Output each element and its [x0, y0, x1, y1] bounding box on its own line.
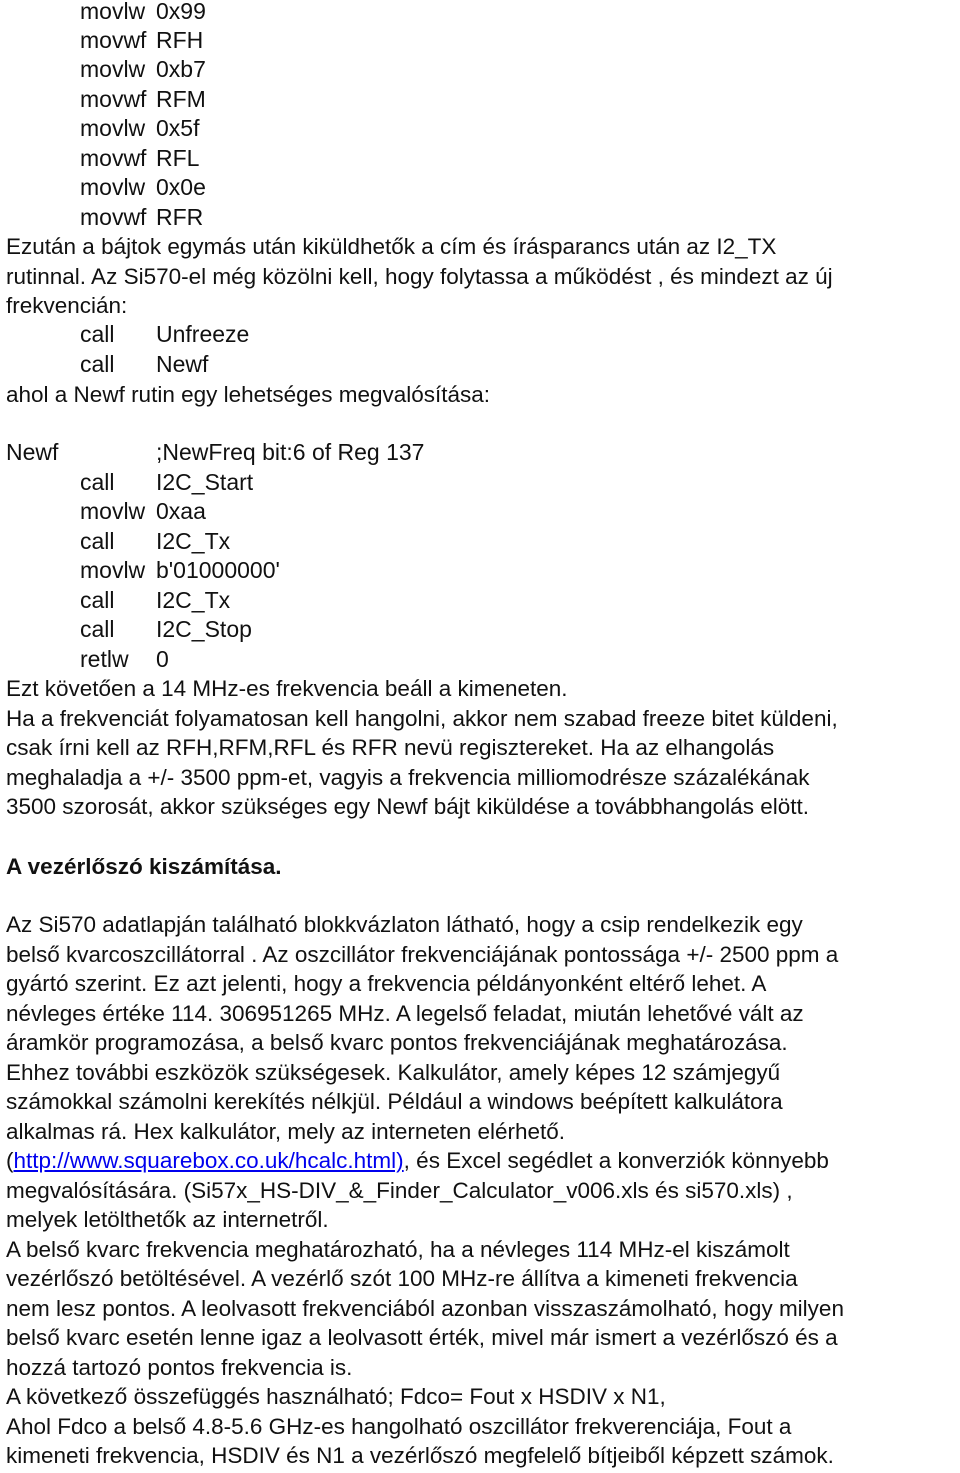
code-op: call: [80, 469, 115, 495]
code-op: call: [80, 321, 115, 347]
text-line: 3500 szorosát, akkor szükséges egy Newf bájt kiküldése a továbbhangolás elött.: [6, 794, 809, 819]
text-line: névleges értéke 114. 306951265 MHz. A legelső feladat, miután lehetővé vált az: [6, 1001, 804, 1026]
code-op: movlw: [80, 498, 146, 524]
text-line: melyek letölthetők az internetről.: [6, 1207, 329, 1232]
code-arg: Unfreeze: [156, 321, 250, 347]
code-op: movlw: [80, 174, 146, 200]
code-op: call: [80, 616, 115, 642]
code-arg: 0xb7: [156, 56, 206, 82]
link-prefix: (: [6, 1148, 14, 1173]
text-line: ahol a Newf rutin egy lehetséges megvalósítása:: [6, 382, 491, 407]
text-line: meghaladja a +/- 3500 ppm-et, vagyis a frekvencia milliomodrésze százalékának: [6, 765, 810, 790]
text-line: A belső kvarc frekvencia meghatározható, ha a névleges 114 MHz-el kiszámolt: [6, 1237, 790, 1262]
text-line: alkalmas rá. Hex kalkulátor, mely az interneten elérhető.: [6, 1119, 566, 1144]
code-op: movwf: [80, 204, 147, 230]
code-arg: RFR: [156, 204, 204, 230]
text-line: belső kvarc esetén lenne igaz a leolvasott érték, mivel már ismert a vezérlőszó és a: [6, 1325, 838, 1350]
code-op: movlw: [80, 115, 146, 141]
code-arg: I2C_Tx: [156, 587, 231, 613]
text-line: Ehhez további eszközök szükségesek. Kalkulátor, amely képes 12 számjegyű: [6, 1060, 781, 1085]
code-comment: ;NewFreq bit:6 of Reg 137: [156, 439, 425, 465]
code-arg: Newf: [156, 351, 209, 377]
text-line: számokkal számolni kerekítés nélkjül. Például a windows beépített kalkulátora: [6, 1089, 783, 1114]
text-line: nem lesz pontos. A leolvasott frekvenciából azonban visszaszámolható, hogy milyen: [6, 1296, 844, 1321]
code-label: Newf: [6, 439, 59, 465]
text-line: hozzá tartozó pontos frekvencia is.: [6, 1355, 353, 1380]
code-op: movwf: [80, 86, 147, 112]
text-line: gyártó szerint. Ez azt jelenti, hogy a frekvencia példányonként eltérő lehet. A: [6, 971, 767, 996]
text-line: [6, 1146, 829, 1176]
code-op: movlw: [80, 0, 146, 24]
text-line: frekvencián:: [6, 293, 128, 318]
code-arg: 0x0e: [156, 174, 206, 200]
code-op: movlw: [80, 56, 146, 82]
text-line: Ezt követően a 14 MHz-es frekvencia beáll a kimeneten.: [6, 676, 568, 701]
text-line: rutinnal. Az Si570-el még közölni kell, hogy folytassa a működést , és mindezt az új: [6, 264, 833, 289]
code-arg: I2C_Stop: [156, 616, 252, 642]
code-arg: I2C_Tx: [156, 528, 231, 554]
code-op: movlw: [80, 557, 146, 583]
code-arg: RFL: [156, 145, 200, 171]
code-op: movwf: [80, 27, 147, 53]
code-op: retlw: [80, 646, 129, 672]
code-arg: b'01000000': [156, 557, 280, 583]
text-line: Ahol Fdco a belső 4.8-5.6 GHz-es hangolható oszcillátor frekverenciája, Fout a: [6, 1414, 792, 1439]
code-arg: 0: [156, 646, 169, 672]
text-line: Az Si570 adatlapján található blokkvázlaton látható, hogy a csip rendelkezik egy: [6, 912, 803, 937]
text-line: megvalósítására. (Si57x_HS-DIV_&_Finder_Calculator_v006.xls és si570.xls) ,: [6, 1178, 793, 1203]
text-line: Ezután a bájtok egymás után kiküldhetők a cím és írásparancs után az I2_TX: [6, 234, 777, 259]
text-line: kimeneti frekvencia, HSDIV és N1 a vezérlőszó megfelelő bítjeiből képzett számok.: [6, 1443, 834, 1468]
text-line: vezérlőszó betöltésével. A vezérlő szót 100 MHz-re állítva a kimeneti frekvencia: [6, 1266, 798, 1291]
code-arg: 0x99: [156, 0, 206, 24]
text-line: áramkör programozása, a belső kvarc pontos frekvenciájának meghatározása.: [6, 1030, 788, 1055]
code-arg: 0xaa: [156, 498, 206, 524]
link-suffix: , és Excel segédlet a konverziók könnyebb: [403, 1148, 829, 1173]
code-op: movwf: [80, 145, 147, 171]
text-line: csak írni kell az RFH,RFM,RFL és RFR nevü regisztereket. Ha az elhangolás: [6, 735, 775, 760]
text-line: A következő összefüggés használható; Fdco= Fout x HSDIV x N1,: [6, 1384, 666, 1409]
code-op: call: [80, 587, 115, 613]
hcalc-link[interactable]: http://www.squarebox.co.uk/hcalc.html): [13, 1148, 404, 1173]
text-line: Ha a frekvenciát folyamatosan kell hangolni, akkor nem szabad freeze bitet küldeni,: [6, 706, 838, 731]
code-op: call: [80, 351, 115, 377]
section-heading: A vezérlőszó kiszámítása.: [6, 854, 282, 879]
code-arg: 0x5f: [156, 115, 200, 141]
code-arg: I2C_Start: [156, 469, 254, 495]
code-op: call: [80, 528, 115, 554]
code-arg: RFH: [156, 27, 204, 53]
text-line: belső kvarcoszcillátorral . Az oszcillátor frekvenciájának pontossága +/- 2500 ppm a: [6, 942, 839, 967]
code-arg: RFM: [156, 86, 206, 112]
